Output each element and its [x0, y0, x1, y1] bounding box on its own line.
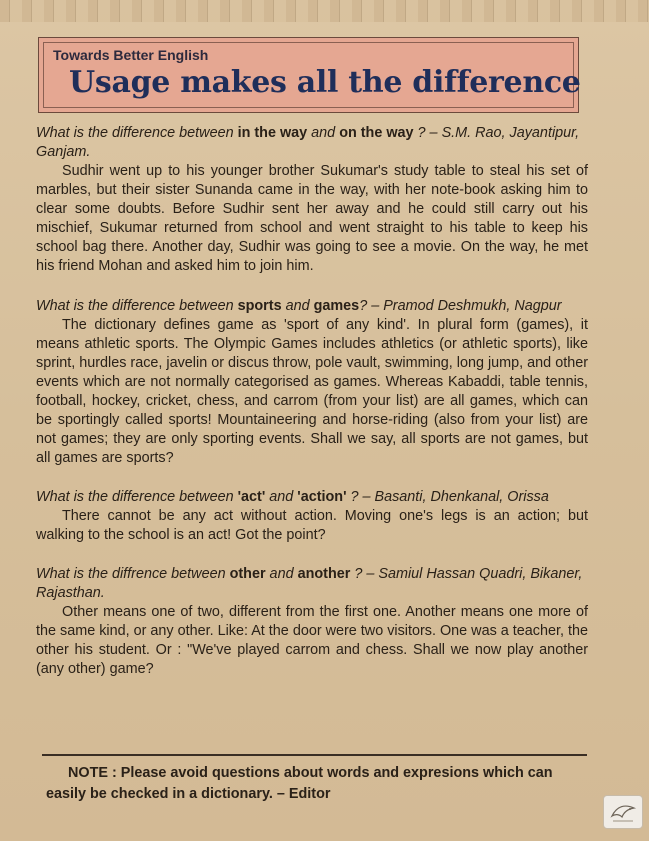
question: What is the difference between sports and games? – Pramod Deshmukh, Nagpur [36, 298, 562, 314]
qa-item [36, 488, 588, 545]
column-kicker: Towards Better English [53, 47, 209, 63]
editor-note: NOTE : Please avoid questions about words and expresions which can easily be checked in a dictionary. – Editor [46, 765, 553, 802]
term: other [229, 566, 266, 582]
bird-logo-icon [609, 800, 637, 824]
qa-item [36, 124, 588, 276]
column-header [38, 37, 579, 113]
term: 'act' [237, 489, 266, 505]
ruler-strip [0, 0, 649, 22]
question: What is the diffrence between other and another ? – Samiul Hassan Quadri, Bikaner, Rajasthan. [36, 566, 583, 601]
question: What is the difference between in the way and on the way ? – S.M. Rao, Jayantipur, Ganjam. [36, 125, 580, 160]
divider [42, 754, 587, 757]
logo-stamp [603, 795, 643, 829]
term: another [297, 566, 351, 582]
question: What is the difference between 'act' and 'action' ? – Basanti, Dhenkanal, Orissa [36, 489, 549, 505]
answer: Other means one of two, different from the first one. Another means one more of the same kind, or any other. Like: At the door were two visitors. One was a teacher, the other his student. Or : "We've played carrom and chess. Shall we now play another (any other) game? [36, 604, 588, 677]
term: on the way [339, 125, 414, 141]
term: sports [237, 298, 282, 314]
answer: There cannot be any act without action. Moving one's legs is an action; but walking to the school is an act! Got the point? [36, 508, 588, 543]
answer: Sudhir went up to his younger brother Sukumar's study table to steal his set of marbles, but their sister Sunanda came in the way, with her note-book asking him to clear some doubts. Before Sudhir sent her away and he could still carry out his mischief, Sukumar returned from school and went straight to his table to keep his school bag there. Another day, Sudhir was going to see a movie. On the way, he met his friend Mohan and asked him to join him. [36, 163, 588, 274]
answer: The dictionary defines game as 'sport of any kind'. In plural form (games), it means athletic sports. The Olympic Games includes athletics (or athletic sports), like sprint, hurdles race, javelin or discus throw, pole vault, swimming, long jump, and other events which are not normally categorised as games. Whereas Kabaddi, table tennis, football, hockey, cricket, chess, and carrom (from your list) are all games, which can be sportingly called sports! Mountaineering and horse-riding (also from your list) are not games; they are only sporting events. Shall we say, all sports are not games, but all games are sports? [36, 317, 588, 466]
qa-item [36, 297, 588, 468]
qa-item [36, 565, 588, 679]
article-body [36, 124, 588, 699]
headline: Usage makes all the difference [69, 65, 581, 100]
term: 'action' [297, 489, 347, 505]
term: games [313, 298, 360, 314]
term: in the way [237, 125, 308, 141]
